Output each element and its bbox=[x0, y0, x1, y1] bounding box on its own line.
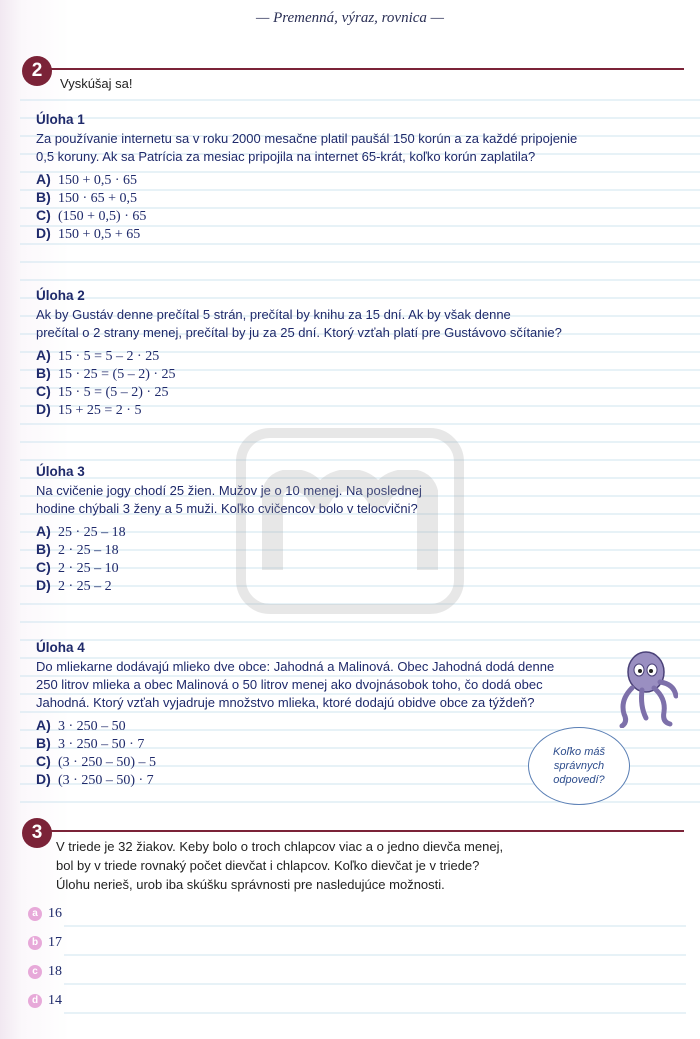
option-d[interactable]: D) 150 + 0,5 + 65 bbox=[36, 225, 141, 242]
option-c[interactable]: C) (3 · 250 – 50) – 5 bbox=[36, 753, 156, 770]
task-text-line: 0,5 koruny. Ak sa Patrícia za mesiac pripojila na internet 65-krát, koľko korún zaplatila? bbox=[36, 149, 536, 164]
speech-bubble-line: odpovedí? bbox=[553, 774, 605, 786]
section-rule-2 bbox=[44, 68, 684, 70]
task-text-line: Na cvičenie jogy chodí 25 žien. Mužov je o 10 menej. Na poslednej bbox=[36, 483, 422, 498]
task-4 bbox=[36, 640, 606, 788]
watermark-m-glyph bbox=[262, 470, 438, 580]
option-c[interactable]: C) (150 + 0,5) · 65 bbox=[36, 207, 147, 224]
badge-b: b bbox=[28, 936, 42, 950]
option-a[interactable]: A) 3 · 250 – 50 bbox=[36, 717, 126, 734]
task-title: Úloha 4 bbox=[36, 640, 85, 655]
task-title: Úloha 2 bbox=[36, 288, 85, 303]
task-text-line: 250 litrov mlieka a obec Malinová o 50 litrov menej ako dvojnásobok toho, čo dodá obec bbox=[36, 677, 543, 692]
badge-c: c bbox=[28, 965, 42, 979]
exercise-3-line: Úlohu nerieš, urob iba skúšku správnosti pre nasledujúce možnosti. bbox=[56, 877, 445, 892]
speech-bubble-line: správnych bbox=[553, 760, 605, 772]
option-d[interactable]: D) 15 + 25 = 2 · 5 bbox=[36, 401, 142, 418]
task-text-line: hodine chýbali 3 ženy a 5 muži. Koľko cvičencov bolo v telocvični? bbox=[36, 501, 418, 516]
answer-row-d[interactable]: d 14 bbox=[28, 993, 62, 1013]
exercise-3-text bbox=[56, 837, 576, 894]
octopus-illustration bbox=[606, 648, 678, 728]
speech-bubble-line: Koľko máš bbox=[552, 746, 605, 758]
exercise-intro: Vyskúšaj sa! bbox=[60, 76, 133, 91]
option-b[interactable]: B) 150 · 65 + 0,5 bbox=[36, 189, 138, 206]
option-d[interactable]: D) (3 · 250 – 50) · 7 bbox=[36, 771, 154, 788]
option-b[interactable]: B) 15 · 25 = (5 – 2) · 25 bbox=[36, 365, 176, 382]
exercise-number-3: 3 bbox=[22, 818, 52, 848]
task-title: Úloha 1 bbox=[36, 112, 85, 127]
option-c[interactable]: C) 2 · 25 – 10 bbox=[36, 559, 119, 576]
answer-row-a[interactable]: a 16 bbox=[28, 906, 62, 926]
answer-row-c[interactable]: c 18 bbox=[28, 964, 62, 984]
task-text-line: Jahodná. Ktorý vzťah vyjadruje množstvo mlieka, ktoré dodajú obidve obce za týždeň? bbox=[36, 695, 535, 710]
task-text-line: prečítal o 2 strany menej, prečítal by ju za 25 dní. Ktorý vzťah platí pre Gustávovo sčítanie? bbox=[36, 325, 562, 340]
option-c[interactable]: C) 15 · 5 = (5 – 2) · 25 bbox=[36, 383, 169, 400]
option-d[interactable]: D) 2 · 25 – 2 bbox=[36, 577, 112, 594]
option-a[interactable]: A) 15 · 5 = 5 – 2 · 25 bbox=[36, 347, 160, 364]
task-title: Úloha 3 bbox=[36, 464, 85, 479]
task-2 bbox=[36, 288, 596, 418]
badge-a: a bbox=[28, 907, 42, 921]
option-a[interactable]: A) 25 · 25 – 18 bbox=[36, 523, 126, 540]
exercise-number-2: 2 bbox=[22, 56, 52, 86]
option-a[interactable]: A) 150 + 0,5 · 65 bbox=[36, 171, 138, 188]
speech-bubble bbox=[528, 727, 630, 805]
page-header: — Premenná, výraz, rovnica — bbox=[255, 10, 445, 26]
answer-row-b[interactable]: b 17 bbox=[28, 935, 62, 955]
exercise-3-line: V triede je 32 žiakov. Keby bolo o troch chlapcov viac a o jedno dievča menej, bbox=[56, 839, 504, 854]
option-b[interactable]: B) 3 · 250 – 50 · 7 bbox=[36, 735, 145, 752]
section-rule-3 bbox=[44, 830, 684, 832]
exercise-3-line: bol by v triede rovnaký počet dievčat i chlapcov. Koľko dievčat je v triede? bbox=[56, 858, 480, 873]
task-text-line: Do mliekarne dodávajú mlieko dve obce: Jahodná a Malinová. Obec Jahodná dodá denne bbox=[36, 659, 555, 674]
task-text-line: Za používanie internetu sa v roku 2000 mesačne platil paušál 150 korún a za každé pripojenie bbox=[36, 131, 578, 146]
option-b[interactable]: B) 2 · 25 – 18 bbox=[36, 541, 119, 558]
badge-d: d bbox=[28, 994, 42, 1008]
task-text-line: Ak by Gustáv denne prečítal 5 strán, prečítal by knihu za 15 dní. Ak by však denne bbox=[36, 307, 511, 322]
task-1 bbox=[36, 112, 596, 242]
